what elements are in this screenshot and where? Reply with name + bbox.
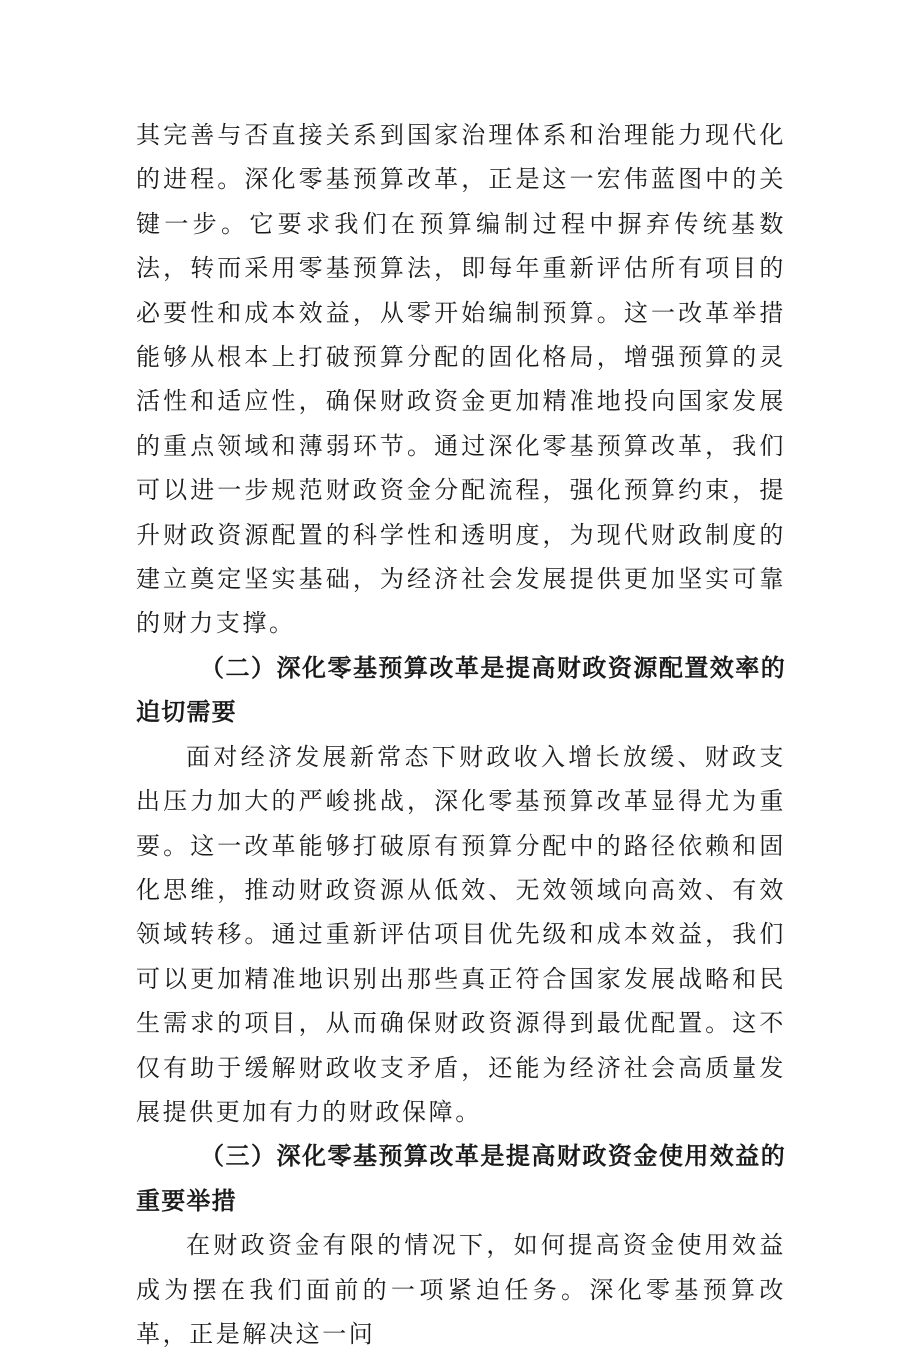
section-heading-3: （三）深化零基预算改革是提高财政资金使用效益的重要举措 (136, 1141, 786, 1215)
body-paragraph: 面对经济发展新常态下财政收入增长放缓、财政支出压力加大的严峻挑战，深化零基预算改革显得尤为重要。这一改革能够打破原有预算分配中的路径依赖和固化思维，推动财政资源从低效、无效领域向高效、有效领域转移。通过重新评估项目优先级和成本效益，我们可以更加精准地识别出那些真正符合国家发展战略和民生需求的项目，从而确保财政资源得到最优配置。这不仅有助于缓解财政收支矛盾，还能为经济社会高质量发展提供更加有力的财政保障。 (136, 742, 786, 1126)
section-heading-2: （二）深化零基预算改革是提高财政资源配置效率的迫切需要 (136, 652, 786, 727)
document-body (136, 113, 786, 1356)
body-paragraph: 在财政资金有限的情况下，如何提高资金使用效益成为摆在我们面前的一项紧迫任务。深化零基预算改革，正是解决这一问 (136, 1231, 786, 1348)
body-paragraph-continued: 其完善与否直接关系到国家治理体系和治理能力现代化的进程。深化零基预算改革，正是这一宏伟蓝图中的关键一步。它要求我们在预算编制过程中摒弃传统基数法，转而采用零基预算法，即每年重新评估所有项目的必要性和成本效益，从零开始编制预算。这一改革举措能够从根本上打破预算分配的固化格局，增强预算的灵活性和适应性，确保财政资金更加精准地投向国家发展的重点领域和薄弱环节。通过深化零基预算改革，我们可以进一步规范财政资金分配流程，强化预算约束，提升财政资源配置的科学性和透明度，为现代财政制度的建立奠定坚实基础，为经济社会发展提供更加坚实可靠的财力支撑。 (136, 121, 786, 638)
